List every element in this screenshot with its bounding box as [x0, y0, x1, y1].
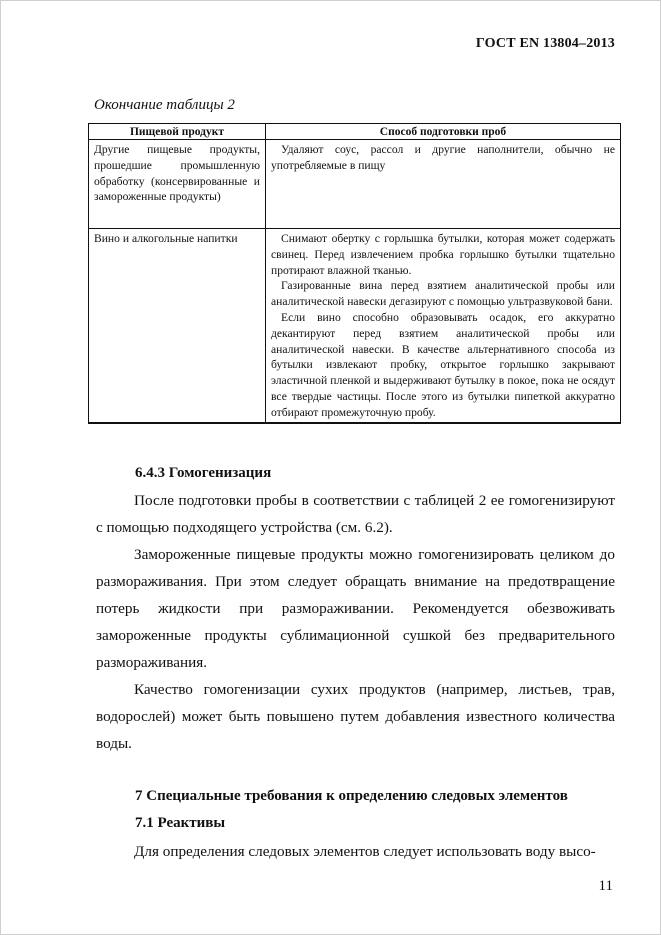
section-heading-homogenization: 6.4.3 Гомогенизация — [135, 465, 272, 481]
standard-header: ГОСТ EN 13804–2013 — [475, 36, 615, 51]
table-caption: Окончание таблицы 2 — [94, 97, 235, 113]
method-paragraph: Газированные вина перед взятием аналитической пробы или аналитической навески дегазируют с помощью ультразвуковой бани. — [271, 279, 615, 309]
method-paragraph: Если вино способно образовывать осадок, его аккуратно декантируют перед взятием аналитической пробы или аналитической навески. В качестве альтернативного способа из бутылки извлекают пробку, открытое горлышко закрывают эластичной пленкой и выдерживают бутылку в покое, пока не осядут все твердые частицы. После этого из бутылки пипеткой аккуратно отбирают промежуточную пробу. — [271, 310, 615, 419]
page-number: 11 — [598, 878, 613, 894]
sample-preparation-table — [88, 123, 621, 424]
method-paragraph: Снимают обертку с горлышка бутылки, которая может содержать свинец. Перед извлечением пробка горлышко бутылки тщательно протирают влажной тканью. — [271, 232, 615, 277]
section-heading-trace-elements: 7 Специальные требования к определению следовых элементов — [135, 788, 568, 804]
table-header-row — [89, 124, 621, 140]
body-paragraph: Качество гомогенизации сухих продуктов (например, листьев, трав, водорослей) может быть повышено путем добавления известного количества воды. — [96, 681, 615, 752]
table-row — [89, 229, 621, 424]
column-header-product: Пищевой продукт — [89, 124, 266, 140]
homogenization-text — [96, 487, 615, 757]
method-cell — [266, 229, 621, 424]
table-row — [89, 140, 621, 229]
product-cell: Другие пищевые продукты, прошедшие промышленную обработку (консервированные и замороженные продукты) — [89, 140, 266, 229]
body-paragraph: Замороженные пищевые продукты можно гомогенизировать целиком до размораживания. При этом следует обращать внимание на предотвращение потерь жидкости при размораживании. Рекомендуется обезвоживать замороженные продукты сублимационной сушкой без предварительного размораживания. — [96, 546, 615, 671]
method-cell — [266, 140, 621, 229]
method-paragraph: Удаляют соус, рассол и другие наполнители, обычно не употребляемые в пищу — [271, 143, 615, 172]
column-header-method: Способ подготовки проб — [266, 124, 621, 140]
body-paragraph: Для определения следовых элементов следует использовать воду высо- — [134, 843, 596, 860]
reagents-text — [96, 838, 615, 865]
subsection-heading-reagents: 7.1 Реактивы — [135, 815, 226, 831]
body-paragraph: После подготовки пробы в соответствии с таблицей 2 ее гомогенизируют с помощью подходящего устройства (см. 6.2). — [96, 492, 615, 536]
product-cell: Вино и алкогольные напитки — [89, 229, 266, 424]
